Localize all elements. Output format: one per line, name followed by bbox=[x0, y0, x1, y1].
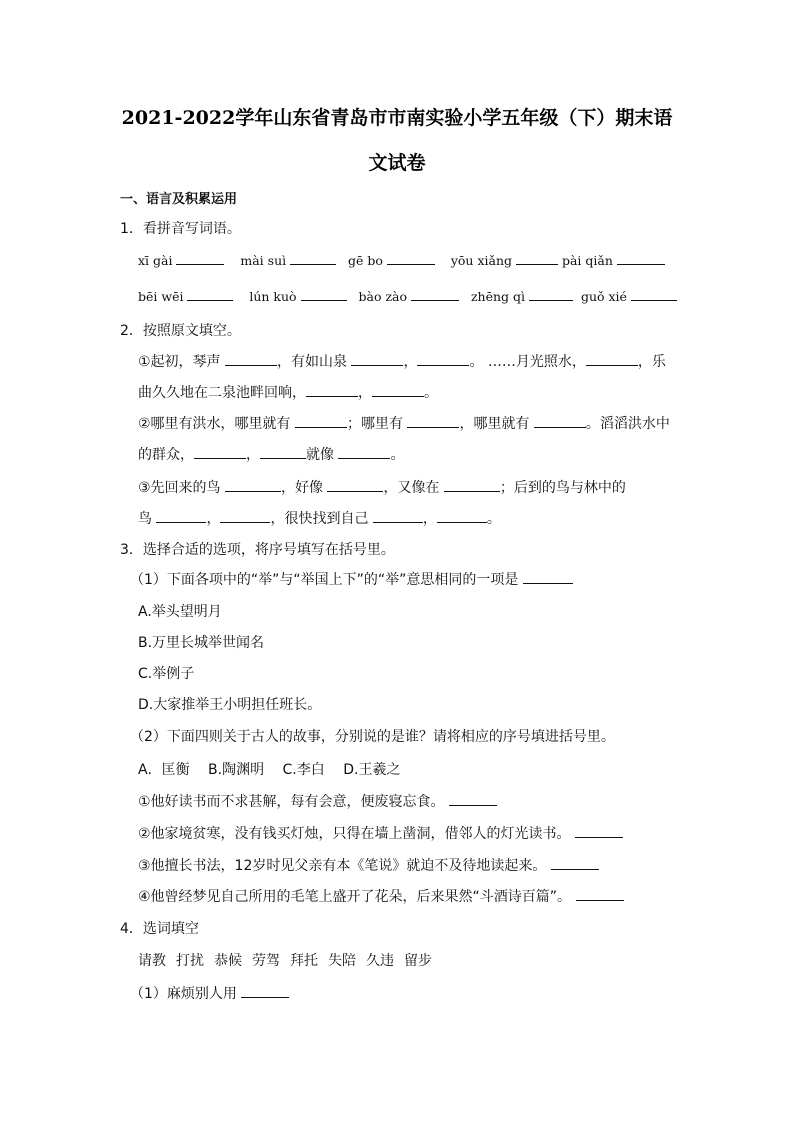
text-segment: （1）麻烦别人用 bbox=[130, 986, 237, 1002]
q3-statement-4 bbox=[138, 886, 624, 906]
text-segment: ， bbox=[422, 511, 437, 527]
text-segment: 就像 bbox=[306, 447, 334, 463]
answer-blank[interactable] bbox=[260, 446, 306, 459]
answer-blank[interactable] bbox=[373, 510, 423, 523]
q2-line-6 bbox=[138, 508, 501, 528]
text-segment: ；后到的鸟与林中的 bbox=[499, 480, 626, 496]
text-segment: ，很快找到自己 bbox=[270, 511, 369, 527]
pinyin-item: pài qiǎn bbox=[561, 253, 613, 268]
text-segment: ， bbox=[246, 447, 260, 463]
answer-blank[interactable] bbox=[351, 353, 403, 366]
q4-sub-1 bbox=[130, 983, 289, 1003]
text-segment: 曲久久地在二泉池畔回响， bbox=[138, 385, 306, 401]
answer-blank[interactable] bbox=[301, 288, 347, 301]
q2-stem: 2．按照原文填空。 bbox=[120, 323, 241, 339]
text-segment: ， bbox=[403, 354, 418, 370]
pinyin-item: guǒ xié bbox=[580, 289, 627, 304]
word-option: 失陪 bbox=[328, 953, 356, 969]
q2-line-2 bbox=[138, 382, 438, 402]
q3-stem: 3．选择合适的选项，将序号填写在括号里。 bbox=[120, 542, 395, 558]
text-segment: ①起初，琴声 bbox=[138, 354, 221, 370]
text-segment: ②哪里有洪水，哪里就有 bbox=[138, 416, 291, 432]
pinyin-item: mài suì bbox=[240, 253, 287, 268]
q3-option-b: B.万里长城举世闻名 bbox=[138, 635, 265, 651]
text-segment: 的群众， bbox=[138, 447, 194, 463]
section-heading-1: 一、语言及积累运用 bbox=[120, 192, 238, 207]
answer-blank[interactable] bbox=[529, 288, 573, 301]
q4-word-bank bbox=[138, 950, 442, 970]
answer-blank[interactable] bbox=[576, 888, 624, 901]
q1-pinyin-row-2 bbox=[138, 288, 677, 304]
text-segment: 。 bbox=[424, 385, 438, 401]
word-option: 拜托 bbox=[290, 953, 318, 969]
text-segment: 鸟 bbox=[138, 511, 152, 527]
q2-line-5 bbox=[138, 477, 626, 497]
text-segment: ④他曾经梦见自己所用的毛笔上盛开了花朵，后来果然“斗酒诗百篇”。 bbox=[138, 889, 572, 905]
answer-blank[interactable] bbox=[306, 384, 358, 397]
answer-blank[interactable] bbox=[194, 446, 246, 459]
text-segment: ， bbox=[358, 385, 372, 401]
text-segment: 。 bbox=[486, 511, 501, 527]
pinyin-item: zhēng qì bbox=[470, 289, 525, 304]
answer-blank[interactable] bbox=[551, 857, 599, 870]
answer-blank[interactable] bbox=[523, 571, 573, 584]
page-title-line1: 2021-2022学年山东省青岛市市南实验小学五年级（下）期末语 bbox=[121, 107, 673, 129]
q3-option-a: A.举头望明月 bbox=[138, 604, 222, 620]
text-segment: ，有如山泉 bbox=[277, 354, 348, 370]
answer-blank[interactable] bbox=[156, 510, 206, 523]
text-segment: ③他擅长书法，12岁时见父亲有本《笔说》就迫不及待地读起来。 bbox=[138, 858, 547, 874]
answer-blank[interactable] bbox=[295, 415, 347, 428]
q3-statement-2 bbox=[138, 823, 623, 843]
text-segment: ；哪里有 bbox=[347, 416, 404, 432]
answer-blank[interactable] bbox=[534, 415, 586, 428]
text-segment: ，哪里就有 bbox=[459, 416, 530, 432]
text-segment: ，乐 bbox=[637, 354, 666, 370]
word-option: 久违 bbox=[366, 953, 394, 969]
answer-blank[interactable] bbox=[631, 288, 677, 301]
answer-blank[interactable] bbox=[372, 384, 424, 397]
text-segment: （1）下面各项中的“举”与“举国上下”的“举”意思相同的一项是 bbox=[130, 572, 519, 588]
text-segment: ，好像 bbox=[281, 480, 324, 496]
q3-statement-3 bbox=[138, 855, 599, 875]
answer-blank[interactable] bbox=[187, 288, 233, 301]
word-option: 劳驾 bbox=[252, 953, 280, 969]
answer-blank[interactable] bbox=[617, 252, 665, 265]
pinyin-item: lún kuò bbox=[249, 289, 297, 304]
answer-blank[interactable] bbox=[176, 252, 224, 265]
text-segment: 。 bbox=[390, 447, 405, 463]
word-option: 请教 bbox=[138, 953, 166, 969]
answer-blank[interactable] bbox=[290, 252, 336, 265]
pinyin-item: bào zào bbox=[358, 289, 408, 304]
q1-pinyin-row-1 bbox=[138, 252, 665, 268]
pinyin-item: bēi wēi bbox=[138, 289, 184, 304]
q3-choices: A．匡衡 B.陶渊明 C.李白 D.王羲之 bbox=[138, 762, 401, 778]
text-segment: ③先回来的鸟 bbox=[138, 480, 221, 496]
q3-sub-2: （2）下面四则关于古人的故事，分别说的是谁？请将相应的序号填进括号里。 bbox=[130, 729, 615, 745]
q3-sub-1 bbox=[130, 569, 573, 589]
text-segment: ， bbox=[206, 511, 221, 527]
pinyin-item: xī gài bbox=[138, 253, 173, 268]
q2-line-1 bbox=[138, 351, 666, 371]
q2-line-4 bbox=[138, 444, 404, 464]
text-segment: 。 ……月光照水， bbox=[469, 354, 586, 370]
answer-blank[interactable] bbox=[586, 353, 638, 366]
answer-blank[interactable] bbox=[417, 353, 469, 366]
q3-option-c: C.举例子 bbox=[138, 666, 195, 682]
answer-blank[interactable] bbox=[449, 793, 497, 806]
q4-stem: 4．选词填空 bbox=[120, 921, 199, 937]
q2-line-3 bbox=[138, 413, 670, 433]
answer-blank[interactable] bbox=[327, 479, 383, 492]
q3-statement-1 bbox=[138, 791, 497, 811]
text-segment: ②他家境贫寒，没有钱买灯烛，只得在墙上凿洞，借邻人的灯光读书。 bbox=[138, 826, 571, 842]
page-title-line2: 文试卷 bbox=[368, 152, 426, 174]
word-option: 恭候 bbox=[214, 953, 242, 969]
answer-blank[interactable] bbox=[225, 353, 277, 366]
pinyin-item: yōu xiǎng bbox=[450, 253, 512, 268]
answer-blank[interactable] bbox=[407, 415, 459, 428]
pinyin-item: gē bo bbox=[348, 253, 383, 268]
answer-blank[interactable] bbox=[575, 825, 623, 838]
word-option: 留步 bbox=[404, 953, 432, 969]
answer-blank[interactable] bbox=[444, 479, 500, 492]
answer-blank[interactable] bbox=[516, 252, 558, 265]
text-segment: ①他好读书而不求甚解，每有会意，便废寝忘食。 bbox=[138, 794, 445, 810]
answer-blank[interactable] bbox=[437, 510, 487, 523]
answer-blank[interactable] bbox=[241, 985, 289, 998]
answer-blank[interactable] bbox=[225, 479, 281, 492]
answer-blank[interactable] bbox=[338, 446, 390, 459]
word-option: 打扰 bbox=[176, 953, 204, 969]
answer-blank[interactable] bbox=[220, 510, 270, 523]
text-segment: ，又像在 bbox=[383, 480, 440, 496]
answer-blank[interactable] bbox=[411, 288, 459, 301]
q3-option-d: D.大家推举王小明担任班长。 bbox=[138, 697, 322, 713]
q1-stem: 1．看拼音写词语。 bbox=[120, 221, 241, 237]
answer-blank[interactable] bbox=[387, 252, 435, 265]
text-segment: 。滔滔洪水中 bbox=[585, 416, 670, 432]
